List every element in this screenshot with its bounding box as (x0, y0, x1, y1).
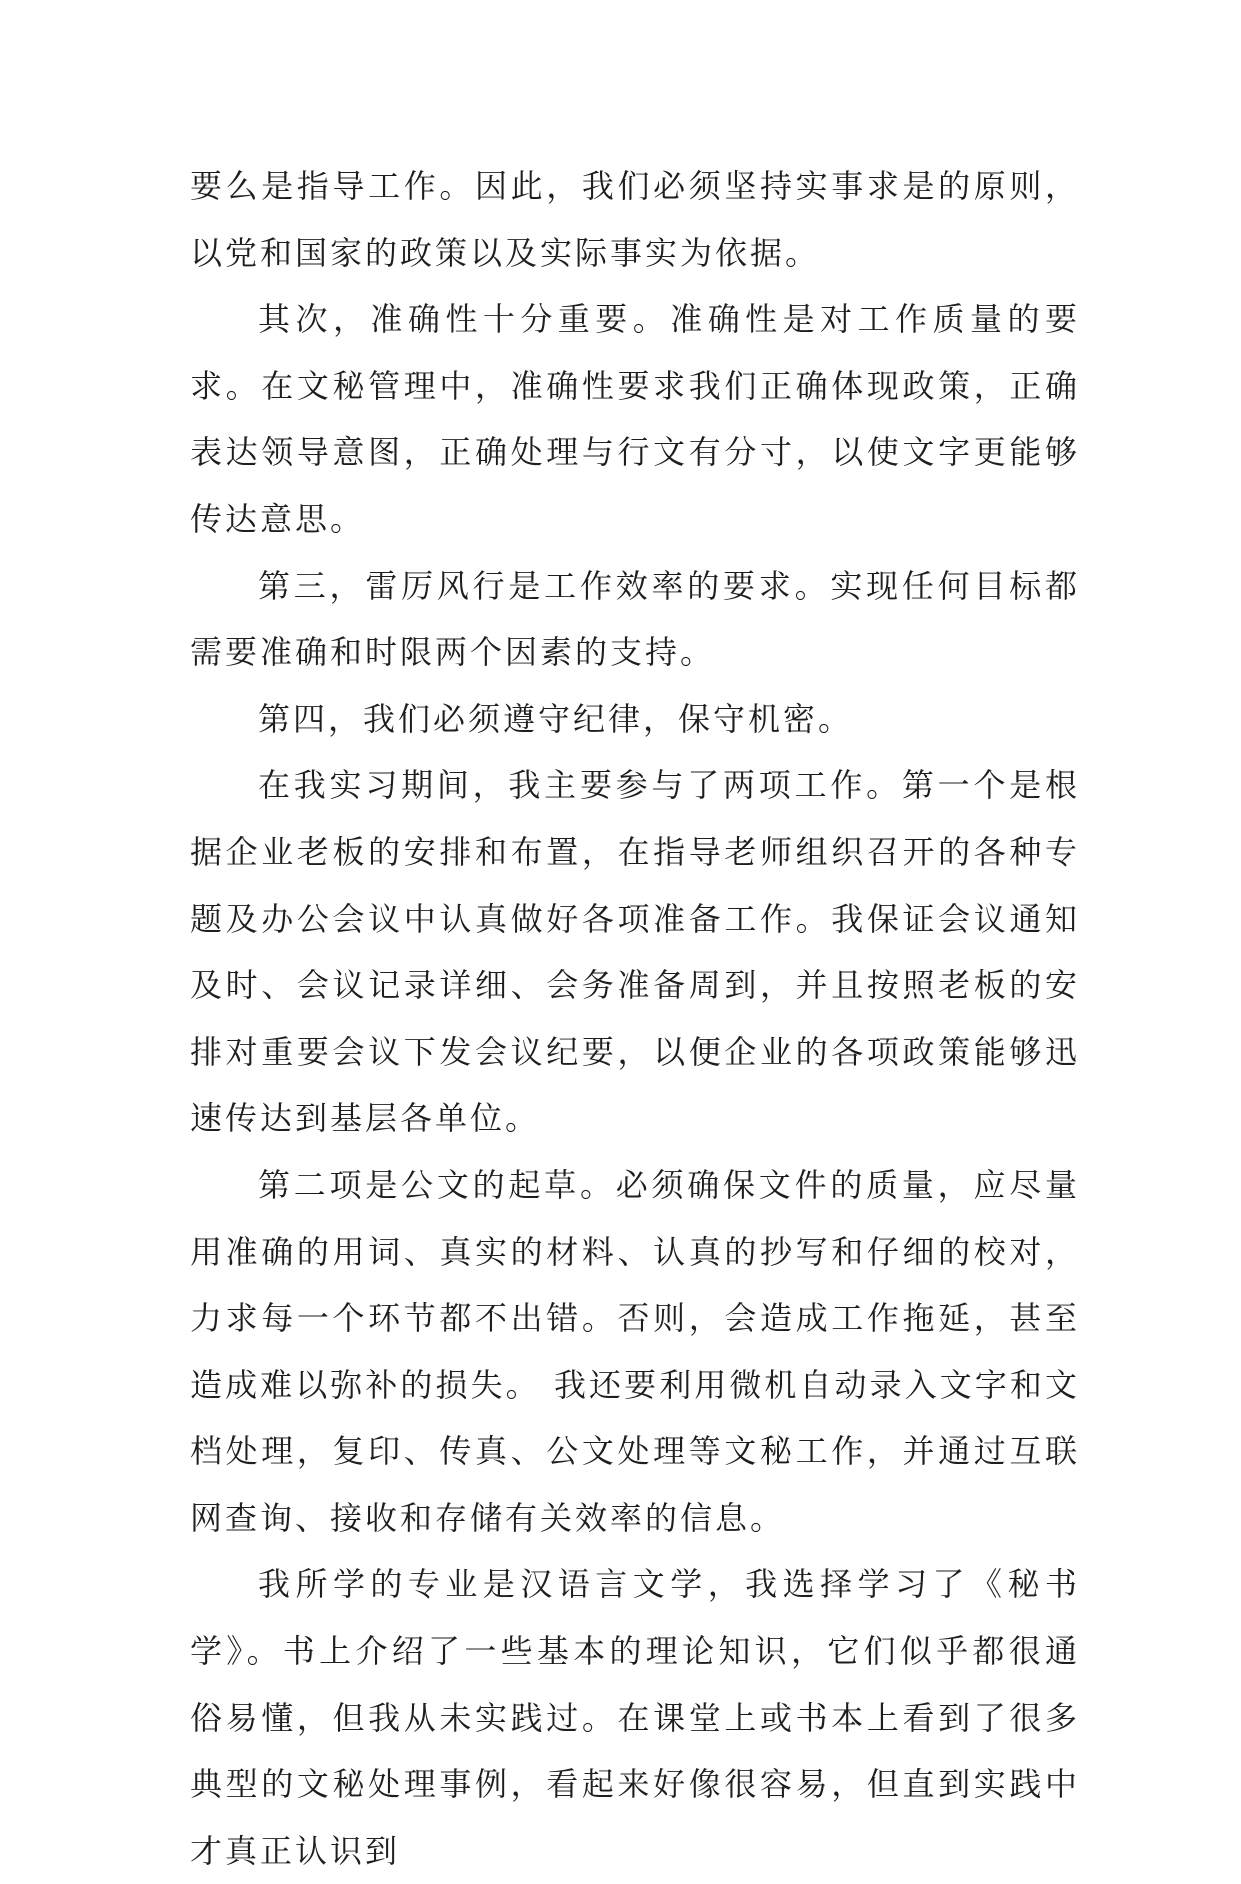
document-body (190, 153, 1080, 1884)
paragraph-3: 第三，雷厉风行是工作效率的要求。实现任何目标都需要准确和时限两个因素的支持。 (190, 566, 1080, 672)
paragraph-5: 在我实习期间，我主要参与了两项工作。第一个是根据企业老板的安排和布置，在指导老师组织召开的各种专题及办公会议中认真做好各项准备工作。我保证会议通知及时、会议记录详细、会务准备周到，并且按照老板的安排对重要会议下发会议纪要，以便企业的各项政策能够迅速传达到基层各单位。 (190, 766, 1080, 1138)
paragraph-7: 我所学的专业是汉语言文学，我选择学习了《秘书学》。书上介绍了一些基本的理论知识，它们似乎都很通俗易懂，但我从未实践过。在课堂上或书本上看到了很多典型的文秘处理事例，看起来好像很容易，但直到实践中才真正认识到 (190, 1565, 1080, 1870)
paragraph-4: 第四，我们必须遵守纪律，保守机密。 (258, 699, 854, 738)
paragraph-1: 要么是指导工作。因此，我们必须坚持实事求是的原则，以党和国家的政策以及实际事实为依据。 (190, 167, 1080, 272)
paragraph-2: 其次，准确性十分重要。准确性是对工作质量的要求。在文秘管理中，准确性要求我们正确体现政策，正确表达领导意图，正确处理与行文有分寸，以使文字更能够传达意思。 (190, 300, 1080, 538)
paragraph-6: 第二项是公文的起草。必须确保文件的质量，应尽量用准确的用词、真实的材料、认真的抄写和仔细的校对，力求每一个环节都不出错。否则，会造成工作拖延，甚至造成难以弥补的损失。 我还要利用微机自动录入文字和文档处理，复印、传真、公文处理等文秘工作，并通过互联网查询、接收和存储有关效率的信息。 (190, 1165, 1080, 1537)
